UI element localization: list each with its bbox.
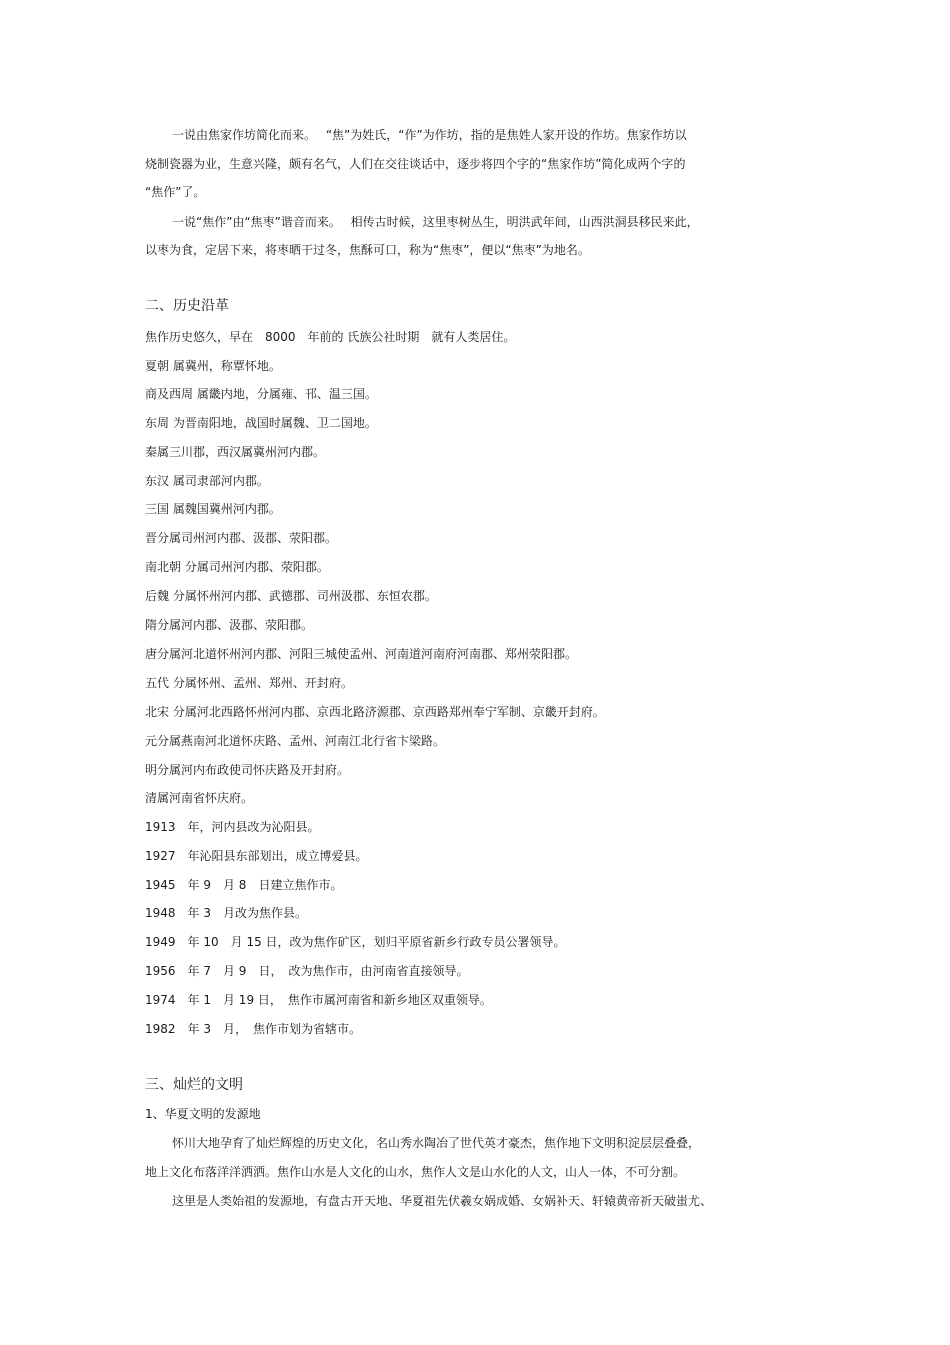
history-item: 北宋 分属河北西路怀州河内郡、京西北路济源郡、京西路郑州奉宁军制、京畿开封府。 xyxy=(145,705,605,719)
history-item: 东汉 属司隶部河内郡。 xyxy=(145,474,269,488)
history-item: 东周 为晋南阳地，战国时属魏、卫二国地。 xyxy=(145,416,377,430)
civ-p1-line1: 怀川大地孕育了灿烂辉煌的历史文化，名山秀水陶冶了世代英才豪杰，焦作地下文明积淀层层叠叠， xyxy=(172,1136,701,1150)
subsection-heading: 1、华夏文明的发源地 xyxy=(145,1107,261,1121)
history-item: 元分属燕南河北道怀庆路、孟州、河南江北行省卞梁路。 xyxy=(145,734,446,748)
intro-p1-line1: 一说由焦家作坊简化而来。 “焦”为姓氏，“作”为作坊，指的是焦姓人家开设的作坊。焦家作坊以 xyxy=(172,128,687,142)
history-item: 后魏 分属怀州河内郡、武德郡、司州汲郡、东恒农郡。 xyxy=(145,589,437,603)
history-item: 商及西周 属畿内地，分属雍、邗、温三国。 xyxy=(145,387,377,401)
history-item: 1974 年 1 月 19 日， 焦作市属河南省和新乡地区双重领导。 xyxy=(145,993,492,1007)
intro-p2-line1: 一说“焦作”由“焦枣”谐音而来。 相传古时候，这里枣树丛生，明洪武年间，山西洪洞县移民来此， xyxy=(172,215,699,229)
civ-p1-line2: 地上文化布落洋洋洒洒。焦作山水是人文化的山水，焦作人文是山水化的人文，山人一体，不可分割。 xyxy=(145,1165,686,1179)
history-item: 秦属三川郡，西汉属冀州河内郡。 xyxy=(145,445,326,459)
section-heading-history: 二、历史沿革 xyxy=(145,298,229,314)
intro-p1-line2: 烧制瓷器为业，生意兴隆，颇有名气，人们在交往谈话中，逐步将四个字的“焦家作坊”简化成两个字的 xyxy=(145,157,686,171)
history-item: 晋分属司州河内郡、汲郡、荥阳郡。 xyxy=(145,531,338,545)
civ-p2-line1: 这里是人类始祖的发源地，有盘古开天地、华夏祖先伏羲女娲成婚、女娲补天、轩辕黄帝祈天破蚩尤、 xyxy=(172,1194,713,1208)
section-heading-civilization: 三、灿烂的文明 xyxy=(145,1077,243,1093)
history-item: 唐分属河北道怀州河内郡、河阳三城使孟州、河南道河南府河南郡、郑州荥阳郡。 xyxy=(145,647,578,661)
history-item: 南北朝 分属司州河内郡、荥阳郡。 xyxy=(145,560,329,574)
history-item: 1945 年 9 月 8 日建立焦作市。 xyxy=(145,878,343,892)
history-item: 五代 分属怀州、孟州、郑州、开封府。 xyxy=(145,676,353,690)
history-item: 清属河南省怀庆府。 xyxy=(145,791,254,805)
history-item: 1982 年 3 月， 焦作市划为省辖市。 xyxy=(145,1022,361,1036)
history-item: 1956 年 7 月 9 日， 改为焦作市，由河南省直接领导。 xyxy=(145,964,469,978)
history-item: 焦作历史悠久，早在 8000 年前的 氏族公社时期 就有人类居住。 xyxy=(145,330,516,344)
history-item: 明分属河内布政使司怀庆路及开封府。 xyxy=(145,763,350,777)
history-item: 三国 属魏国冀州河内郡。 xyxy=(145,502,281,516)
intro-p1-line3: “焦作”了。 xyxy=(145,185,206,199)
history-item: 隋分属河内郡、汲郡、荥阳郡。 xyxy=(145,618,314,632)
intro-p2-line2: 以枣为食，定居下来，将枣晒干过冬，焦酥可口，称为“焦枣”，便以“焦枣”为地名。 xyxy=(145,243,590,257)
history-item: 1948 年 3 月改为焦作县。 xyxy=(145,906,307,920)
history-item: 夏朝 属冀州，称覃怀地。 xyxy=(145,359,281,373)
history-item: 1949 年 10 月 15 日，改为焦作矿区，划归平原省新乡行政专员公署领导。 xyxy=(145,935,566,949)
history-item: 1913 年，河内县改为沁阳县。 xyxy=(145,820,320,834)
history-item: 1927 年沁阳县东部划出，成立博爱县。 xyxy=(145,849,368,863)
